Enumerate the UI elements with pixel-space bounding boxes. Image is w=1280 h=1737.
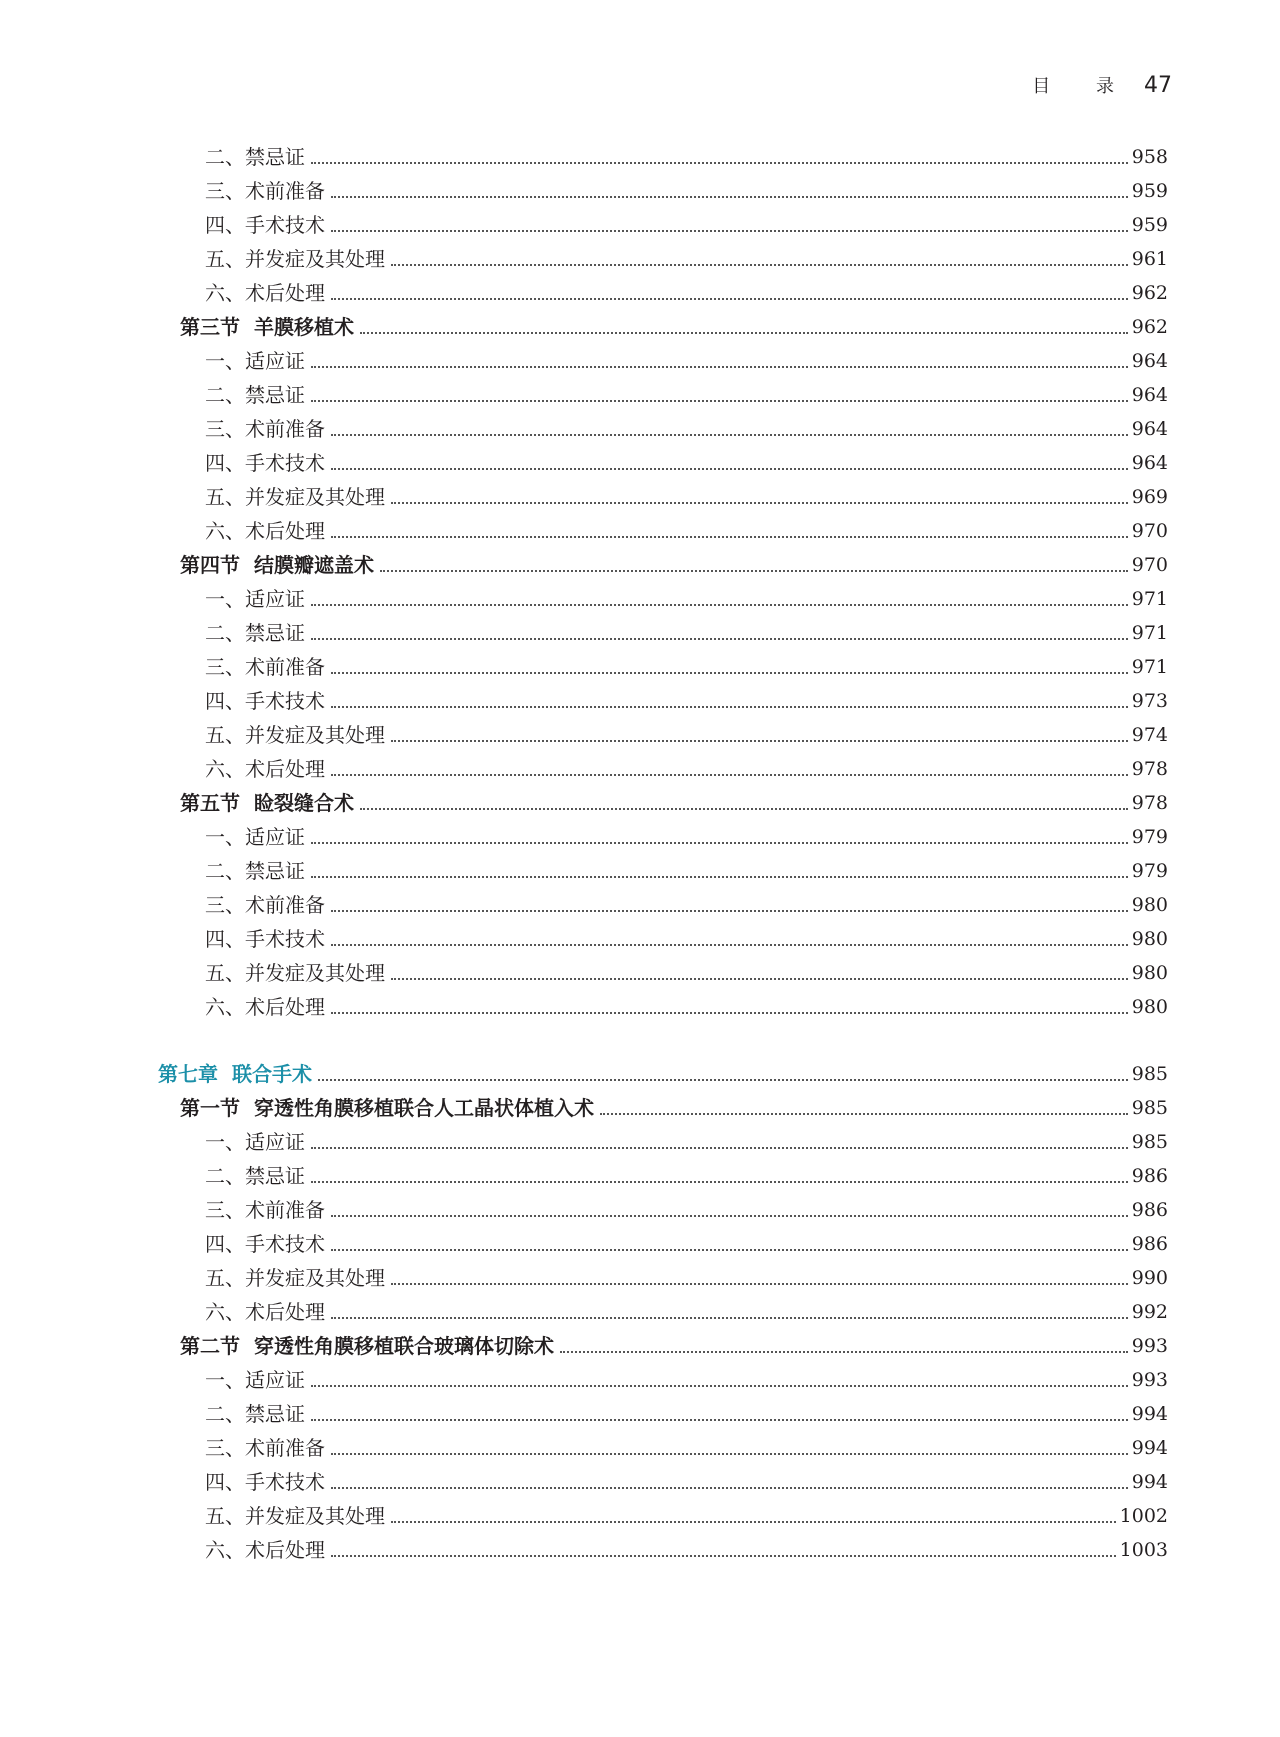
toc-item-row[interactable] (150, 1227, 1168, 1261)
dot-leader (331, 706, 1128, 708)
dot-leader (331, 536, 1128, 538)
toc-entry-page: 971 (1131, 622, 1168, 644)
dot-leader (391, 264, 1128, 266)
toc-entry-page: 979 (1131, 826, 1168, 848)
toc-section-row[interactable] (150, 1329, 1168, 1363)
toc-entry-label: 结膜瓣遮盖术 (254, 553, 374, 577)
toc-item-row[interactable] (150, 922, 1168, 956)
toc-item-row[interactable] (150, 174, 1168, 208)
toc-item-row[interactable] (150, 990, 1168, 1024)
toc-entry-page: 958 (1131, 146, 1168, 168)
toc-item-row[interactable] (150, 684, 1168, 718)
dot-leader (311, 638, 1128, 640)
toc-item-row[interactable] (150, 616, 1168, 650)
dot-leader (331, 1012, 1128, 1014)
toc-entry-title: 六、术后处理 (205, 757, 325, 781)
toc-item-row[interactable] (150, 1499, 1168, 1533)
toc-chapter-row[interactable] (150, 1057, 1168, 1091)
toc-entry-page: 993 (1131, 1335, 1168, 1357)
toc-entry-page: 980 (1131, 962, 1168, 984)
toc-entry-page: 974 (1131, 724, 1168, 746)
toc-entry-page: 993 (1131, 1369, 1168, 1391)
toc-entry-title: 六、术后处理 (205, 281, 325, 305)
toc-entry-page: 980 (1131, 996, 1168, 1018)
toc-item-row[interactable] (150, 514, 1168, 548)
toc-entry-page: 985 (1131, 1063, 1168, 1085)
toc-item-row[interactable] (150, 480, 1168, 514)
dot-leader (391, 1283, 1128, 1285)
dot-leader (331, 196, 1128, 198)
toc-entry-number: 第四节 (180, 553, 240, 577)
toc-entry-title: 一、适应证 (205, 825, 305, 849)
toc-entry-title: 四、手术技术 (205, 1232, 325, 1256)
toc-entry-title: 三、术前准备 (205, 1436, 325, 1460)
toc-entry-title: 一、适应证 (205, 587, 305, 611)
toc-item-row[interactable] (150, 208, 1168, 242)
toc-entry-page: 994 (1131, 1437, 1168, 1459)
toc-entry-title (180, 1091, 594, 1125)
toc-item-row[interactable] (150, 1159, 1168, 1193)
toc-item-row[interactable] (150, 1397, 1168, 1431)
toc-entry-title: 四、手术技术 (205, 689, 325, 713)
toc-entry-title (180, 786, 354, 820)
toc-entry-page: 986 (1131, 1233, 1168, 1255)
toc-section-row[interactable] (150, 786, 1168, 820)
dot-leader (331, 1215, 1128, 1217)
toc-entry-page: 979 (1131, 860, 1168, 882)
dot-leader (331, 672, 1128, 674)
toc-entry-page: 962 (1131, 316, 1168, 338)
toc-entry-title: 五、并发症及其处理 (205, 961, 385, 985)
dot-leader (560, 1351, 1128, 1353)
toc-entry-page: 961 (1131, 248, 1168, 270)
toc-item-row[interactable] (150, 888, 1168, 922)
toc-entry-page: 985 (1131, 1097, 1168, 1119)
running-header-title: 目 录 (1032, 76, 1134, 97)
toc-entry-title: 二、禁忌证 (205, 1402, 305, 1426)
dot-leader (331, 468, 1128, 470)
toc-entry-label: 联合手术 (232, 1062, 312, 1086)
toc-entry-page: 978 (1131, 758, 1168, 780)
dot-leader (391, 978, 1128, 980)
toc-item-row[interactable] (150, 718, 1168, 752)
toc-item-row[interactable] (150, 344, 1168, 378)
toc-entry-title: 一、适应证 (205, 349, 305, 373)
toc-entry-title: 二、禁忌证 (205, 1164, 305, 1188)
toc-entry-page: 1003 (1119, 1539, 1168, 1561)
toc-entry-page: 994 (1131, 1403, 1168, 1425)
toc-item-row[interactable] (150, 752, 1168, 786)
dot-leader (331, 298, 1128, 300)
toc-entry-label: 穿透性角膜移植联合人工晶状体植入术 (254, 1096, 594, 1120)
toc-item-row[interactable] (150, 1193, 1168, 1227)
toc-entry-title (180, 310, 354, 344)
toc-entry-page: 964 (1131, 350, 1168, 372)
toc-entry-page: 990 (1131, 1267, 1168, 1289)
dot-leader (391, 740, 1128, 742)
toc-item-row[interactable] (150, 140, 1168, 174)
toc-item-row[interactable] (150, 1465, 1168, 1499)
dot-leader (331, 910, 1128, 912)
toc-entry-page: 985 (1131, 1131, 1168, 1153)
toc-entry-label: 穿透性角膜移植联合玻璃体切除术 (254, 1334, 554, 1358)
toc-entry-page: 973 (1131, 690, 1168, 712)
toc-item-row[interactable] (150, 1363, 1168, 1397)
toc-item-row[interactable] (150, 582, 1168, 616)
toc-entry-title: 五、并发症及其处理 (205, 485, 385, 509)
toc-item-row[interactable] (150, 276, 1168, 310)
toc-entry-page: 978 (1131, 792, 1168, 814)
dot-leader (311, 1385, 1128, 1387)
dot-leader (391, 1521, 1116, 1523)
toc-item-row[interactable] (150, 412, 1168, 446)
toc-item-row[interactable] (150, 378, 1168, 412)
dot-leader (331, 230, 1128, 232)
toc-entry-page: 971 (1131, 588, 1168, 610)
toc-entry-title: 四、手术技术 (205, 213, 325, 237)
toc-entry-page: 980 (1131, 928, 1168, 950)
toc-entry-page: 962 (1131, 282, 1168, 304)
toc-entry-number: 第二节 (180, 1334, 240, 1358)
toc-entry-title (180, 1329, 554, 1363)
dot-leader (331, 944, 1128, 946)
toc-entry-title: 五、并发症及其处理 (205, 723, 385, 747)
toc-entry-title: 三、术前准备 (205, 417, 325, 441)
dot-leader (311, 366, 1128, 368)
dot-leader (380, 570, 1128, 572)
dot-leader (311, 604, 1128, 606)
toc-entry-title (158, 1057, 312, 1091)
toc-item-row[interactable] (150, 956, 1168, 990)
toc-entry-title: 二、禁忌证 (205, 621, 305, 645)
dot-leader (311, 162, 1128, 164)
toc-entry-title: 一、适应证 (205, 1368, 305, 1392)
toc-entry-page: 964 (1131, 452, 1168, 474)
dot-leader (311, 842, 1128, 844)
dot-leader (331, 1317, 1128, 1319)
toc-entry-number: 第五节 (180, 791, 240, 815)
toc-item-row[interactable] (150, 1431, 1168, 1465)
toc-entry-page: 959 (1131, 180, 1168, 202)
toc-entry-title: 二、禁忌证 (205, 859, 305, 883)
toc-entry-title: 一、适应证 (205, 1130, 305, 1154)
toc-item-row[interactable] (150, 650, 1168, 684)
toc-entry-title: 五、并发症及其处理 (205, 247, 385, 271)
dot-leader (331, 774, 1128, 776)
toc-entry-title: 四、手术技术 (205, 1470, 325, 1494)
toc-entry-page: 970 (1131, 554, 1168, 576)
toc-entry-page: 992 (1131, 1301, 1168, 1323)
toc-item-row[interactable] (150, 820, 1168, 854)
toc-entry-page: 969 (1131, 486, 1168, 508)
toc-entry-label: 羊膜移植术 (254, 315, 354, 339)
toc-entry-label: 睑裂缝合术 (254, 791, 354, 815)
toc-entry-page: 1002 (1119, 1505, 1168, 1527)
toc-item-row[interactable] (150, 1533, 1168, 1567)
dot-leader (331, 1487, 1128, 1489)
toc-entry-number: 第一节 (180, 1096, 240, 1120)
toc-section-row[interactable] (150, 548, 1168, 582)
toc-entry-title: 二、禁忌证 (205, 383, 305, 407)
page-number: 47 (1144, 73, 1172, 98)
toc-entry-title: 三、术前准备 (205, 1198, 325, 1222)
toc-item-row[interactable] (150, 1125, 1168, 1159)
toc-item-row[interactable] (150, 854, 1168, 888)
toc-item-row[interactable] (150, 1295, 1168, 1329)
dot-leader (391, 502, 1128, 504)
toc-entry-title (180, 548, 374, 582)
toc-entry-page: 970 (1131, 520, 1168, 542)
toc-entry-page: 959 (1131, 214, 1168, 236)
toc-entry-number: 第三节 (180, 315, 240, 339)
dot-leader (360, 332, 1128, 334)
toc-entry-title: 三、术前准备 (205, 893, 325, 917)
dot-leader (311, 1181, 1128, 1183)
toc-entry-title: 六、术后处理 (205, 519, 325, 543)
toc-entry-title: 六、术后处理 (205, 995, 325, 1019)
toc-entry-title: 六、术后处理 (205, 1300, 325, 1324)
table-of-contents (150, 140, 1168, 1567)
dot-leader (360, 808, 1128, 810)
dot-leader (600, 1113, 1128, 1115)
toc-entry-page: 986 (1131, 1165, 1168, 1187)
toc-section-row[interactable] (150, 310, 1168, 344)
dot-leader (311, 876, 1128, 878)
toc-item-row[interactable] (150, 242, 1168, 276)
toc-entry-page: 986 (1131, 1199, 1168, 1221)
dot-leader (311, 1419, 1128, 1421)
toc-entry-number: 第七章 (158, 1062, 218, 1086)
dot-leader (331, 1453, 1128, 1455)
toc-entry-title: 六、术后处理 (205, 1538, 325, 1562)
toc-entry-page: 994 (1131, 1471, 1168, 1493)
toc-entry-title: 四、手术技术 (205, 451, 325, 475)
toc-entry-title: 二、禁忌证 (205, 145, 305, 169)
dot-leader (331, 434, 1128, 436)
toc-entry-title: 三、术前准备 (205, 655, 325, 679)
dot-leader (331, 1249, 1128, 1251)
toc-entry-page: 971 (1131, 656, 1168, 678)
toc-entry-title: 五、并发症及其处理 (205, 1266, 385, 1290)
dot-leader (311, 1147, 1128, 1149)
page-header (1032, 72, 1172, 98)
dot-leader (331, 1555, 1116, 1557)
toc-item-row[interactable] (150, 1261, 1168, 1295)
toc-entry-page: 980 (1131, 894, 1168, 916)
dot-leader (318, 1079, 1128, 1081)
toc-entry-title: 三、术前准备 (205, 179, 325, 203)
toc-entry-page: 964 (1131, 418, 1168, 440)
toc-section-row[interactable] (150, 1091, 1168, 1125)
toc-entry-title: 四、手术技术 (205, 927, 325, 951)
dot-leader (311, 400, 1128, 402)
toc-entry-title: 五、并发症及其处理 (205, 1504, 385, 1528)
toc-entry-page: 964 (1131, 384, 1168, 406)
toc-item-row[interactable] (150, 446, 1168, 480)
